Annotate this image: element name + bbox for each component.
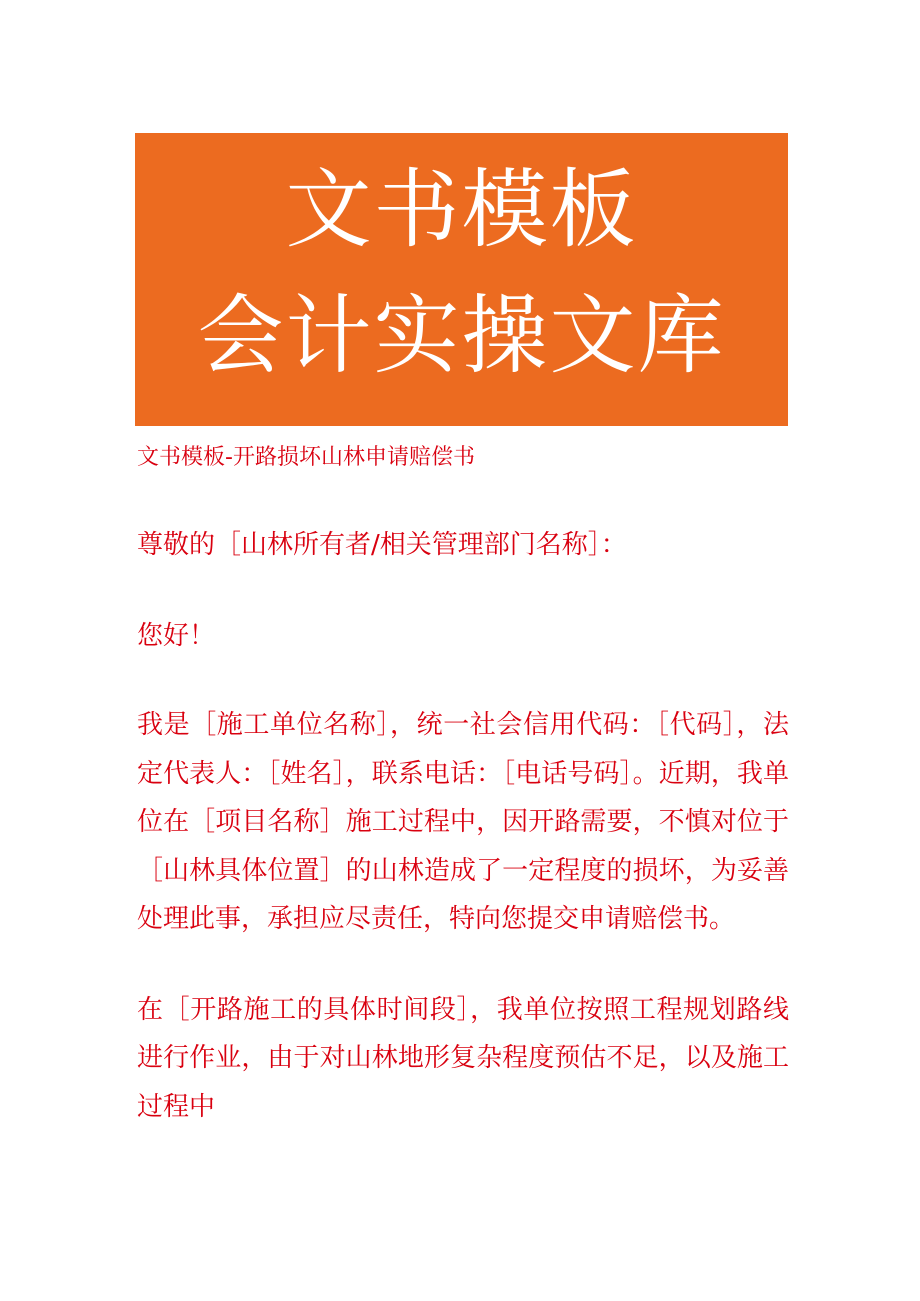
banner-title: 文书模板 [285, 160, 638, 260]
document-title: 文书模板-开路损坏山林申请赔偿书 [137, 445, 475, 470]
paragraph-incident: 在［开路施工的具体时间段］，我单位按照工程规划路线进行作业，由于对山林地形复杂程度预估不足，以及施工过程中 [137, 994, 789, 1122]
document-body [137, 440, 789, 1131]
salutation: 尊敬的［山林所有者/相关管理部门名称］： [137, 530, 627, 560]
banner-subtitle: 会计实操文库 [197, 286, 726, 386]
greeting: 您好！ [137, 620, 216, 651]
cover-banner [135, 133, 788, 426]
paragraph-intro: 我是［施工单位名称］，统一社会信用代码：［代码］，法定代表人：［姓名］，联系电话：［电话号码］。近期，我单位在［项目名称］施工过程中，因开路需要，不慎对位于［山林具体位置］的山林造成了一定程度的损坏，为妥善处理此事，承担应尽责任，特向您提交申请赔偿书。 [137, 710, 789, 934]
